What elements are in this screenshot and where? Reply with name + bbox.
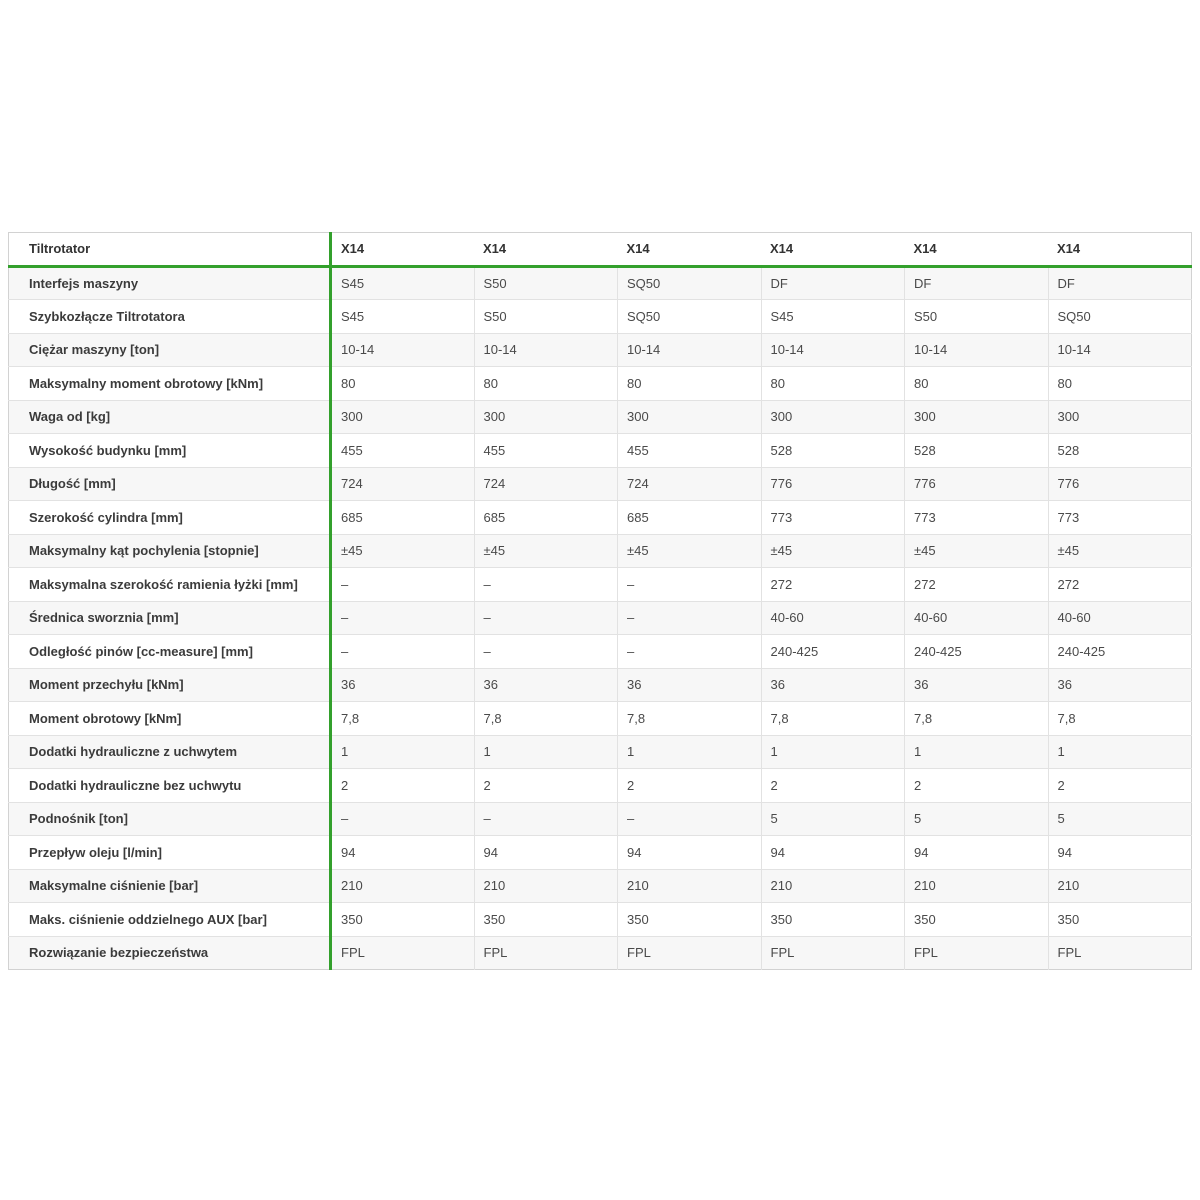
- cell: 350: [761, 903, 905, 937]
- cell: SQ50: [1048, 300, 1192, 334]
- cell: 272: [761, 568, 905, 602]
- table-row: [9, 467, 1192, 501]
- cell: ±45: [905, 534, 1049, 568]
- cell: 2: [761, 769, 905, 803]
- table-header-corner: Tiltrotator: [9, 233, 331, 267]
- cell: 773: [1048, 501, 1192, 535]
- cell: 94: [1048, 836, 1192, 870]
- cell: S50: [474, 266, 618, 300]
- cell: FPL: [618, 936, 762, 970]
- cell: –: [474, 568, 618, 602]
- cell: 1: [761, 735, 905, 769]
- cell: FPL: [474, 936, 618, 970]
- cell: S50: [905, 300, 1049, 334]
- row-label: Ciężar maszyny [ton]: [9, 333, 331, 367]
- cell: 80: [331, 367, 475, 401]
- row-label: Dodatki hydrauliczne z uchwytem: [9, 735, 331, 769]
- cell: 7,8: [1048, 702, 1192, 736]
- cell: 300: [474, 400, 618, 434]
- row-label: Waga od [kg]: [9, 400, 331, 434]
- row-label: Interfejs maszyny: [29, 275, 139, 291]
- cell: FPL: [761, 936, 905, 970]
- cell: 94: [618, 836, 762, 870]
- cell: 350: [331, 903, 475, 937]
- row-label: Szerokość cylindra [mm]: [9, 501, 331, 535]
- cell: SQ50: [618, 300, 762, 334]
- cell: 455: [331, 434, 475, 468]
- cell: 40-60: [1048, 601, 1192, 635]
- cell: 776: [1048, 467, 1192, 501]
- cell: 36: [474, 668, 618, 702]
- cell: 7,8: [905, 702, 1049, 736]
- cell: 528: [761, 434, 905, 468]
- cell: 2: [618, 769, 762, 803]
- cell: 272: [1048, 568, 1192, 602]
- cell: 10-14: [331, 333, 475, 367]
- row-label: Maksymalna szerokość ramienia łyżki [mm]: [9, 568, 331, 602]
- cell: 7,8: [618, 702, 762, 736]
- cell: 36: [905, 668, 1049, 702]
- row-label: Odległość pinów [cc-measure] [mm]: [9, 635, 331, 669]
- cell: 350: [905, 903, 1049, 937]
- cell: 5: [761, 802, 905, 836]
- cell: 455: [474, 434, 618, 468]
- row-label: Długość [mm]: [9, 467, 331, 501]
- cell: 2: [1048, 769, 1192, 803]
- cell: 350: [618, 903, 762, 937]
- cell: 776: [905, 467, 1049, 501]
- table-header-col: X14: [474, 233, 618, 267]
- cell: 1: [618, 735, 762, 769]
- cell: 300: [905, 400, 1049, 434]
- cell: 724: [618, 467, 762, 501]
- cell: 10-14: [905, 333, 1049, 367]
- cell: DF: [905, 266, 1049, 300]
- table-row: [9, 836, 1192, 870]
- cell: –: [618, 601, 762, 635]
- cell: 350: [474, 903, 618, 937]
- table-row: [9, 367, 1192, 401]
- row-label: Moment przechyłu [kNm]: [9, 668, 331, 702]
- table-row: [9, 702, 1192, 736]
- cell: 724: [331, 467, 475, 501]
- cell: 80: [1048, 367, 1192, 401]
- cell: 10-14: [761, 333, 905, 367]
- cell: 1: [905, 735, 1049, 769]
- table-row: [9, 903, 1192, 937]
- cell: 773: [905, 501, 1049, 535]
- cell: 94: [761, 836, 905, 870]
- cell: 40-60: [905, 601, 1049, 635]
- row-label: Maksymalny moment obrotowy [kNm]: [9, 367, 331, 401]
- cell: ±45: [1048, 534, 1192, 568]
- cell: 773: [761, 501, 905, 535]
- cell: S45: [331, 300, 475, 334]
- spec-table-section: [8, 232, 1192, 970]
- table-row: [9, 568, 1192, 602]
- cell: –: [474, 802, 618, 836]
- cell: 210: [618, 869, 762, 903]
- cell: FPL: [905, 936, 1049, 970]
- cell: 528: [905, 434, 1049, 468]
- cell: SQ50: [618, 266, 762, 300]
- cell: 2: [474, 769, 618, 803]
- cell: 5: [1048, 802, 1192, 836]
- cell: 240-425: [1048, 635, 1192, 669]
- cell: 5: [905, 802, 1049, 836]
- row-label: Maks. ciśnienie oddzielnego AUX [bar]: [9, 903, 331, 937]
- table-row: [9, 735, 1192, 769]
- cell: 685: [331, 501, 475, 535]
- cell: ±45: [331, 534, 475, 568]
- cell: –: [618, 635, 762, 669]
- cell: 350: [1048, 903, 1192, 937]
- cell: 1: [331, 735, 475, 769]
- cell: 776: [761, 467, 905, 501]
- row-label: Maksymalny kąt pochylenia [stopnie]: [9, 534, 331, 568]
- cell: 7,8: [474, 702, 618, 736]
- cell: 94: [905, 836, 1049, 870]
- row-label: Moment obrotowy [kNm]: [9, 702, 331, 736]
- cell: 272: [905, 568, 1049, 602]
- cell: 300: [1048, 400, 1192, 434]
- cell: –: [331, 601, 475, 635]
- cell: 1: [474, 735, 618, 769]
- table-row: [9, 601, 1192, 635]
- row-label: Maksymalne ciśnienie [bar]: [9, 869, 331, 903]
- cell: 36: [618, 668, 762, 702]
- table-header-row: [9, 233, 1192, 267]
- table-row: [9, 333, 1192, 367]
- table-row: [9, 635, 1192, 669]
- cell: FPL: [331, 936, 475, 970]
- cell: DF: [761, 266, 905, 300]
- table-row: [9, 300, 1192, 334]
- cell: S45: [331, 266, 475, 300]
- cell: –: [618, 802, 762, 836]
- cell: 300: [618, 400, 762, 434]
- cell: 1: [1048, 735, 1192, 769]
- row-label: Przepływ oleju [l/min]: [9, 836, 331, 870]
- cell: 80: [761, 367, 905, 401]
- cell: 685: [618, 501, 762, 535]
- cell: 36: [1048, 668, 1192, 702]
- cell: FPL: [1048, 936, 1192, 970]
- cell: 10-14: [1048, 333, 1192, 367]
- cell: DF: [1048, 266, 1192, 300]
- cell: 10-14: [474, 333, 618, 367]
- table-row: [9, 434, 1192, 468]
- cell: 300: [761, 400, 905, 434]
- table-header-col: X14: [331, 233, 475, 267]
- cell: 210: [331, 869, 475, 903]
- cell: 40-60: [761, 601, 905, 635]
- row-label: Podnośnik [ton]: [9, 802, 331, 836]
- table-header-col: X14: [905, 233, 1049, 267]
- cell: –: [474, 601, 618, 635]
- cell: 10-14: [618, 333, 762, 367]
- table-row: [9, 400, 1192, 434]
- cell: 36: [331, 668, 475, 702]
- table-row: [9, 769, 1192, 803]
- cell: –: [331, 568, 475, 602]
- cell: –: [331, 635, 475, 669]
- cell: ±45: [474, 534, 618, 568]
- table-header-col: X14: [761, 233, 905, 267]
- table-row: [9, 266, 1192, 300]
- cell: –: [474, 635, 618, 669]
- cell: 300: [331, 400, 475, 434]
- cell: 210: [474, 869, 618, 903]
- cell: 80: [905, 367, 1049, 401]
- table-row: [9, 802, 1192, 836]
- cell: 210: [761, 869, 905, 903]
- cell: 2: [331, 769, 475, 803]
- row-label: Dodatki hydrauliczne bez uchwytu: [9, 769, 331, 803]
- cell: 210: [1048, 869, 1192, 903]
- cell: 455: [618, 434, 762, 468]
- cell: ±45: [761, 534, 905, 568]
- cell: 7,8: [331, 702, 475, 736]
- row-label: Średnica sworznia [mm]: [9, 601, 331, 635]
- table-row: [9, 501, 1192, 535]
- cell: –: [618, 568, 762, 602]
- row-label: Szybkozłącze Tiltrotatora: [9, 300, 331, 334]
- cell: ±45: [618, 534, 762, 568]
- cell: S50: [474, 300, 618, 334]
- cell: 240-425: [761, 635, 905, 669]
- cell: 210: [905, 869, 1049, 903]
- cell: 94: [474, 836, 618, 870]
- row-label: Rozwiązanie bezpieczeństwa: [9, 936, 331, 970]
- table-header-col: X14: [618, 233, 762, 267]
- row-label: Wysokość budynku [mm]: [9, 434, 331, 468]
- table-row: [9, 869, 1192, 903]
- cell: 685: [474, 501, 618, 535]
- table-header-col: X14: [1048, 233, 1192, 267]
- cell: 80: [474, 367, 618, 401]
- cell: 240-425: [905, 635, 1049, 669]
- cell: 7,8: [761, 702, 905, 736]
- cell: 724: [474, 467, 618, 501]
- spec-table: [8, 232, 1192, 970]
- table-row: [9, 668, 1192, 702]
- table-row: [9, 936, 1192, 970]
- cell: 2: [905, 769, 1049, 803]
- table-row: [9, 534, 1192, 568]
- cell: 94: [331, 836, 475, 870]
- cell: 80: [618, 367, 762, 401]
- cell: 36: [761, 668, 905, 702]
- cell: –: [331, 802, 475, 836]
- cell: S45: [761, 300, 905, 334]
- cell: 528: [1048, 434, 1192, 468]
